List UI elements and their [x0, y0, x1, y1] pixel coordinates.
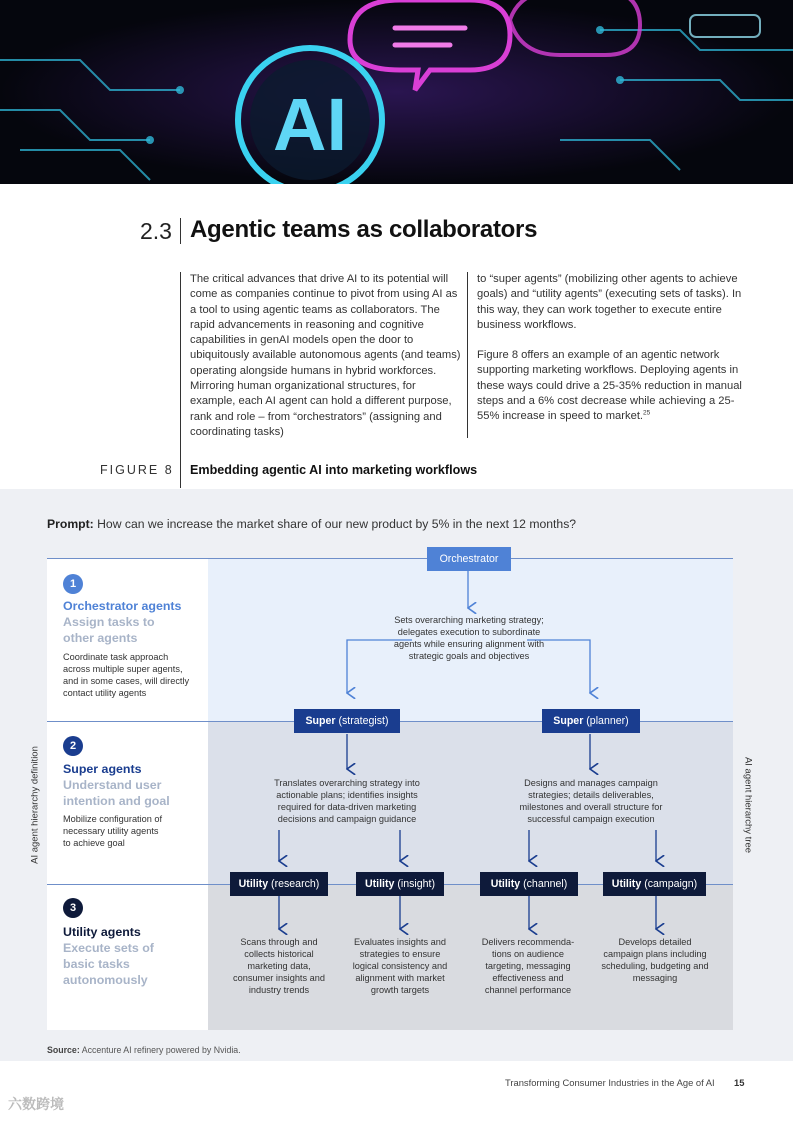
figure-prompt: [47, 517, 576, 531]
hero-image: [0, 0, 793, 184]
agent-type: Utility: [490, 878, 521, 890]
tier-description: Mobilize configuration of necessary utility agents to achieve goal: [63, 814, 163, 848]
ai-circuit-illustration: [0, 0, 793, 184]
utility-agent-campaign-description: Develops detailed campaign plans including scheduling, budgeting and messaging: [601, 937, 709, 983]
orchestrator-agent-box: Orchestrator: [427, 547, 511, 571]
tier-subtitle: Execute sets of basic tasks autonomously: [63, 941, 154, 987]
super-agent-planner-box: [542, 709, 640, 733]
utility-agent-research-description: Scans through and collects historical marketing data, consumer insights and industry trends: [233, 937, 325, 995]
footnote-ref: 25: [643, 409, 651, 417]
watermark: 六数跨境: [8, 1096, 64, 1112]
super-agent-planner-description: Designs and manages campaign strategies; details deliverables, milestones and overall structure for successful campaign execution: [519, 778, 663, 824]
body-paragraph: The critical advances that drive AI to its potential will come as companies continue to pivot from using AI as a tool to using agentic teams as collaborators. The rapid advancements in reasoning and cognitive capabilities in genAI models open the door to ubiquitously available autonomous agents (and teams) operating alongside humans in hybrid workforces. Mirroring human organizational structures, for example, each AI agent can hold a different purpose, rank and role – from “orchestrators” (assigning and coordinating tasks): [190, 273, 461, 438]
super-agent-strategist-description: Translates overarching strategy into actionable plans; identifies insights required for data-driven marketing decisions and campaign guidance: [274, 778, 420, 824]
utility-agent-campaign-box: [603, 872, 706, 896]
prompt-text: How can we increase the market share of our new product by 5% in the next 12 months?: [97, 517, 577, 531]
page-number: 15: [734, 1077, 745, 1088]
agent-role: (campaign): [644, 878, 698, 890]
tier-description: Coordinate task approach across multiple super agents, and in some cases, will directly contact utility agents: [63, 652, 190, 698]
tier-number-badge: 2: [63, 736, 83, 756]
figure-source: [47, 1045, 241, 1055]
agent-role: (insight): [397, 878, 436, 890]
utility-agent-channel-box: [480, 872, 578, 896]
source-text: Accenture AI refinery powered by Nvidia.: [81, 1045, 241, 1055]
tier-super-definition: [47, 721, 208, 884]
footer-title: Transforming Consumer Industries in the Age of AI: [505, 1077, 715, 1088]
tier-subtitle: Understand user intention and goal: [63, 778, 170, 808]
section-number: 2.3: [140, 218, 172, 244]
agent-role: (research): [271, 878, 320, 890]
tier-subtitle: Assign tasks to other agents: [63, 615, 155, 645]
body-column-rule: [467, 272, 468, 438]
agent-type: Utility: [611, 878, 642, 890]
body-paragraph: to “super agents” (mobilizing other agents to achieve goals) and “utility agents” (executing sets of tasks). In this way, they can work together to execute entire business workflows.: [477, 273, 742, 331]
body-column-1: [190, 272, 462, 455]
ai-logo-text: AI: [273, 83, 347, 166]
hierarchy-tree-label: AI agent hierarchy tree: [742, 756, 754, 854]
tier-number-badge: 1: [63, 574, 83, 594]
agent-role: (strategist): [338, 715, 389, 727]
utility-agent-insight-box: [356, 872, 444, 896]
body-paragraph: [477, 348, 745, 424]
agent-type: Super: [305, 715, 336, 727]
tier-orchestrator-definition: [47, 558, 208, 721]
source-label: Source:: [47, 1045, 80, 1055]
body-paragraph-text: Figure 8 offers an example of an agentic network supporting marketing workflows. Deploying agents in these ways could drive a 25-35% reduction in manual steps and a 6% cost decrease while achieving a 25-55% increase in speed to market.: [477, 349, 742, 423]
orchestrator-description: Sets overarching marketing strategy; delegates execution to subordinate agents while ensuring alignment with strategic goals and objectives: [393, 615, 545, 661]
tier-utility-definition: [47, 884, 208, 1030]
tier-name: Super agents: [63, 762, 142, 776]
utility-agent-research-box: [230, 872, 328, 896]
hierarchy-definition-label: AI agent hierarchy definition: [29, 746, 41, 864]
utility-agent-insight-description: Evaluates insights and strategies to ensure logical consistency and alignment with market growth targets: [352, 937, 448, 995]
utility-agent-channel-description: Delivers recommenda-tions on audience targeting, messaging effectiveness and channel performance: [481, 937, 575, 995]
body-left-rule: [180, 272, 181, 488]
agent-type: Utility: [238, 878, 269, 890]
agent-type: Super: [553, 715, 584, 727]
tier-name: Orchestrator agents: [63, 599, 182, 613]
agent-role: (channel): [523, 878, 568, 890]
figure-label: FIGURE 8: [100, 463, 174, 477]
tier-name: Utility agents: [63, 925, 141, 939]
prompt-label: Prompt:: [47, 517, 94, 531]
agent-role: (planner): [586, 715, 629, 727]
section-title: Agentic teams as collaborators: [190, 216, 538, 243]
super-agent-strategist-box: [294, 709, 400, 733]
figure-title: Embedding agentic AI into marketing workflows: [190, 463, 478, 477]
agent-type: Utility: [364, 878, 395, 890]
tier-divider: [47, 558, 733, 559]
tier-number-badge: 3: [63, 898, 83, 918]
body-column-2: [477, 272, 745, 440]
heading-divider: [180, 218, 181, 244]
